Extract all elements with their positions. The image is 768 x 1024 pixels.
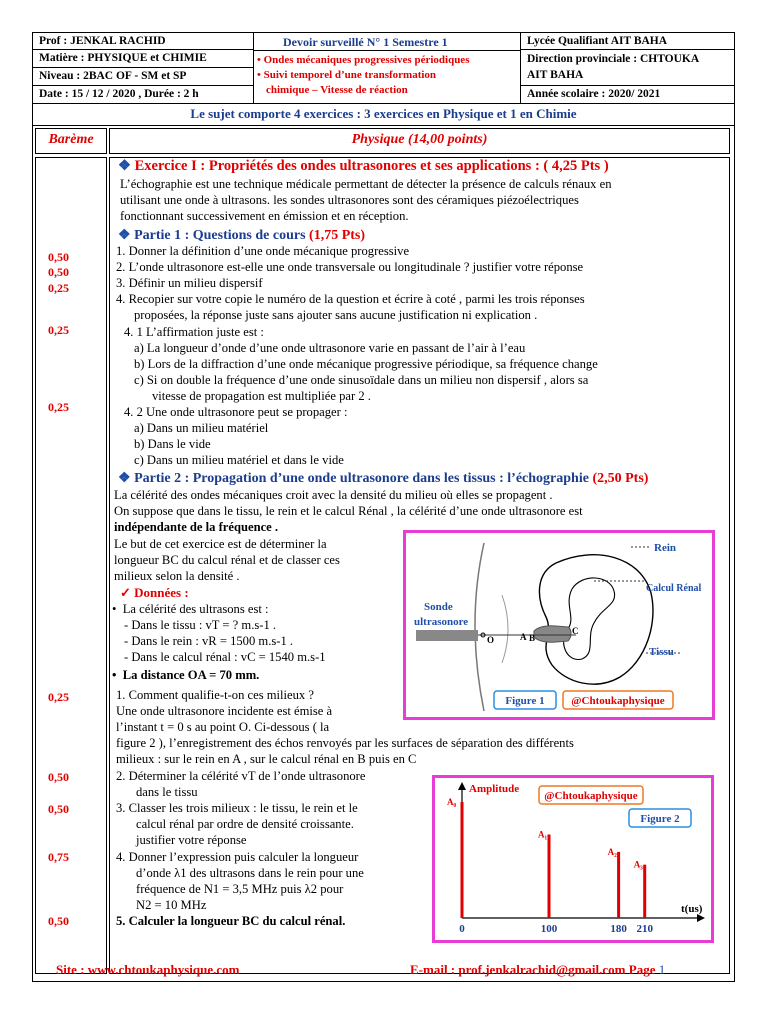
- data-item: - Dans le calcul rénal : vC = 1540 m.s-1: [124, 650, 326, 664]
- question: 4. 1 L’affirmation juste est :: [124, 325, 264, 339]
- check-icon: ✓: [120, 585, 131, 600]
- paragraph: l’instant t = 0 s au point O. Ci-dessous ( la: [116, 720, 330, 734]
- question: N2 = 10 MHz: [136, 898, 207, 912]
- paragraph: On suppose que dans le tissu, le rein et le calcul Rénal , la célérité d’une onde ultrasonore est: [114, 504, 583, 518]
- header-rule: [33, 67, 253, 68]
- exercise-title: ❖ Exercice I : Propriétés des ondes ultrasonores et ses applications : ( 4,25 Pts ): [118, 158, 609, 174]
- x-tick-label: 100: [540, 923, 558, 935]
- x-tick-label: 180: [610, 923, 627, 935]
- header-topic: chimique – Vitesse de réaction: [266, 84, 408, 96]
- tissue-curve: [502, 595, 508, 663]
- question: fréquence de N1 = 3,5 MHz puis λ2 pour: [136, 882, 344, 896]
- question: 2. L’onde ultrasonore est-elle une onde transversale ou longitudinale ? justifier votre réponse: [116, 260, 584, 274]
- paragraph: longueur BC du calcul rénal et de classer ces: [114, 553, 340, 567]
- bareme-header: Barème: [35, 128, 107, 154]
- star-bullet-icon: ❖: [118, 471, 131, 486]
- paragraph: La célérité des ondes mécaniques croit avec la densité du milieu où elles se propagent .: [114, 488, 553, 502]
- question: 3. Définir un milieu dispersif: [116, 276, 263, 290]
- question: dans le tissu: [136, 785, 198, 799]
- label-calcul: Calcul Rénal: [646, 583, 702, 594]
- skin-curve: [475, 543, 484, 711]
- peak-label: A₂: [607, 846, 617, 857]
- data-item: - Dans le rein : vR = 1500 m.s-1 .: [124, 634, 294, 648]
- header-annee: Année scolaire : 2020/ 2021: [527, 88, 661, 100]
- figure2: [432, 775, 714, 943]
- subtitle: Le sujet comporte 4 exercices : 3 exercices en Physique et 1 en Chimie: [190, 106, 577, 121]
- label-point-a: A: [520, 632, 527, 642]
- footer-email-text[interactable]: E-mail : prof.jenkalrachid@gmail.com: [410, 962, 626, 977]
- intro-line: fonctionnant successivement en émission et en réception.: [120, 209, 409, 223]
- option: vitesse de propagation est multipliée par 2 .: [152, 389, 371, 403]
- x-axis-label: t(us): [681, 903, 703, 915]
- data-item: - Dans le tissu : vT = ? m.s-1 .: [124, 618, 277, 632]
- x-tick-label: 0: [459, 923, 465, 935]
- question: 2. Déterminer la célérité vT de l’onde ultrasonore: [116, 769, 366, 783]
- option: c) Si on double la fréquence d’une onde sinusoïdale dans un milieu non dispersif , alors sa: [134, 373, 589, 387]
- mark: 0,50: [48, 914, 69, 928]
- footer-page-number: 1: [658, 962, 666, 977]
- header-lycee: Lycée Qualifiant AIT BAHA: [527, 35, 668, 47]
- footer-site[interactable]: Site : www.chtoukaphysique.com: [56, 962, 240, 977]
- y-axis-arrow-icon: [458, 782, 466, 790]
- mark: 0,25: [48, 281, 69, 295]
- chart-bars: [447, 797, 653, 935]
- paragraph: figure 2 ), l’enregistrement des échos renvoyés par les surfaces de séparation des différents: [116, 736, 574, 750]
- diamond-bullet-icon: ❖: [118, 158, 131, 174]
- header-rule: [253, 50, 520, 51]
- x-tick-label: 210: [636, 923, 653, 935]
- question: 4. 2 Une onde ultrasonore peut se propager :: [124, 405, 348, 419]
- calcul-renal-shape: [534, 626, 571, 643]
- label-rein: Rein: [654, 542, 676, 554]
- part2-title: ❖ Partie 2 : Propagation d’une onde ultrasonore dans les tissus : l’échographie (2,50 Pts): [118, 471, 649, 486]
- figure1-drawing: [406, 533, 712, 717]
- mark: 0,25: [48, 400, 69, 414]
- header-divider: [520, 33, 521, 103]
- paragraph: milieux : sur le rein en A , sur le calcul rénal en B puis en C: [116, 752, 417, 766]
- option: b) Dans le vide: [134, 437, 211, 451]
- data-item: • La célérité des ultrasons est :: [112, 602, 269, 616]
- peak-label: A₁: [538, 829, 548, 840]
- mark: 0,50: [48, 770, 69, 784]
- header-niveau: Niveau : 2BAC OF - SM et SP: [39, 70, 187, 82]
- figure1: [403, 530, 715, 720]
- mark: 0,50: [48, 250, 69, 264]
- label-sonde: Sonde: [424, 601, 453, 613]
- question: 1. Comment qualifie-t-on ces milieux ?: [116, 688, 314, 702]
- sonde-probe: [416, 630, 478, 641]
- question: justifier votre réponse: [136, 833, 247, 847]
- header-date: Date : 15 / 12 / 2020 , Durée : 2 h: [39, 88, 199, 100]
- mark: 0,50: [48, 802, 69, 816]
- peak-label: A₃: [633, 859, 643, 870]
- header-rule: [520, 85, 734, 86]
- figure2-caption: Figure 2: [640, 813, 680, 825]
- header-direction: Direction provinciale : CHTOUKA: [527, 53, 700, 65]
- header-devoir: Devoir surveillé N° 1 Semestre 1: [283, 35, 448, 49]
- mark: 0,50: [48, 265, 69, 279]
- paragraph: indépendante de la fréquence .: [114, 520, 279, 534]
- star-bullet-icon: ❖: [118, 228, 131, 243]
- mark: 0,25: [48, 690, 69, 704]
- header-matiere: Matière : PHYSIQUE et CHIMIE: [39, 52, 207, 64]
- peak-label: A₀: [447, 797, 457, 807]
- part1-title: ❖ Partie 1 : Questions de cours (1,75 Pts): [118, 228, 366, 243]
- mark: 0,75: [48, 850, 69, 864]
- figure2-chart: [435, 778, 711, 940]
- option: c) Dans un milieu matériel et dans le vide: [134, 453, 344, 467]
- data-item: • La distance OA = 70 mm.: [112, 668, 260, 682]
- question: d’onde λ1 des ultrasons dans le rein pour une: [136, 866, 364, 880]
- header-prof: Prof : JENKAL RACHID: [39, 35, 166, 47]
- option: b) Lors de la diffraction d’une onde mécanique progressive périodique, sa fréquence change: [134, 357, 598, 371]
- paragraph: milieux selon la densité .: [114, 569, 240, 583]
- paragraph: Le but de cet exercice est de déterminer la: [114, 537, 327, 551]
- label-point-o: O: [487, 635, 495, 645]
- label-point-b: B: [529, 633, 536, 643]
- subtitle-rule: [33, 125, 734, 126]
- figure1-credit: @Chtoukaphysique: [571, 695, 665, 707]
- mark: 0,25: [48, 323, 69, 337]
- question: 3. Classer les trois milieux : le tissu, le rein et le: [116, 801, 358, 815]
- figure1-caption: Figure 1: [505, 695, 545, 707]
- header-rule: [33, 49, 253, 50]
- paragraph: Une onde ultrasonore incidente est émise à: [116, 704, 333, 718]
- header-rule: [33, 103, 734, 104]
- question: 4. Recopier sur votre copie le numéro de la question et écrire à coté , parmi les trois réponses: [116, 292, 585, 306]
- question: 5. Calculer la longueur BC du calcul rénal.: [116, 914, 346, 928]
- header-topic: • Ondes mécaniques progressives périodiques: [257, 54, 470, 66]
- label-ultrasonore: ultrasonore: [414, 616, 469, 628]
- header-topic: • Suivi temporel d’une transformation: [257, 69, 437, 81]
- y-axis-label: Amplitude: [469, 783, 520, 795]
- option: a) La longueur d’onde d’une onde ultrasonore varie en passant de l’air à l’eau: [134, 341, 526, 355]
- label-tissu: Tissu: [649, 646, 674, 658]
- intro-line: L’échographie est une technique médicale permettant de détecter la présence de calculs rénaux en: [120, 177, 612, 191]
- figure2-credit: @Chtoukaphysique: [544, 790, 638, 802]
- section-header: Physique (14,00 points): [109, 128, 730, 154]
- kidney-inner: [564, 578, 615, 660]
- donnees-heading: ✓ Données :: [120, 585, 189, 600]
- x-axis-arrow-icon: [697, 914, 705, 922]
- footer-page-label: Page: [628, 962, 656, 977]
- header-rule: [33, 85, 253, 86]
- header-divider: [253, 33, 254, 103]
- option: a) Dans un milieu matériel: [134, 421, 269, 435]
- intro-line: utilisant une onde à ultrasons. les sondes ultrasonores sont des céramiques piézoélectriques: [120, 193, 579, 207]
- question: 1. Donner la définition d’une onde mécanique progressive: [116, 244, 410, 258]
- question: proposées, la réponse juste sans ajouter sans aucune justification ni explication .: [134, 308, 538, 322]
- question: calcul rénal par ordre de densité croissante.: [136, 817, 354, 831]
- footer-email: [410, 962, 665, 978]
- header-rule: [520, 49, 734, 50]
- label-point-c: C: [572, 626, 579, 636]
- header-direction: AIT BAHA: [527, 69, 584, 81]
- question: 4. Donner l’expression puis calculer la longueur: [116, 850, 359, 864]
- bareme-column: [35, 157, 107, 974]
